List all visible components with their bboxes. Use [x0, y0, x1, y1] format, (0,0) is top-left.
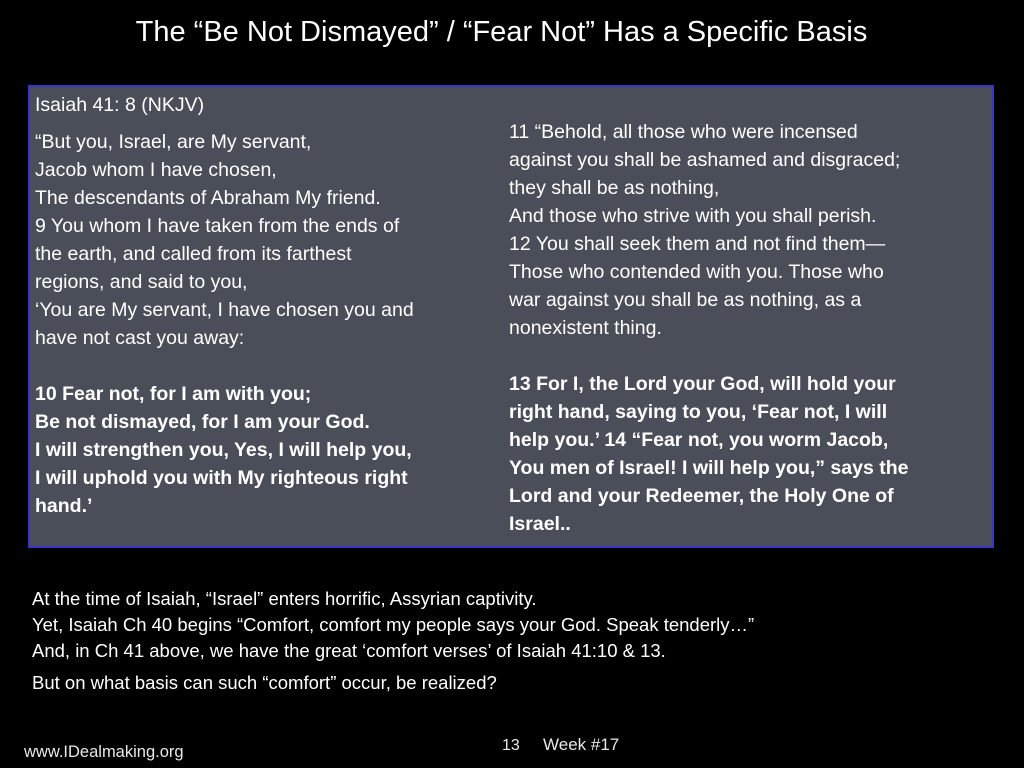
- commentary-question: But on what basis can such “comfort” occur, be realized?: [32, 672, 497, 693]
- slide-title: The “Be Not Dismayed” / “Fear Not” Has a Specific Basis: [135, 16, 868, 48]
- commentary: [32, 586, 992, 696]
- verse-line: nonexistent thing.: [509, 317, 662, 339]
- verse-line: Those who contended with you. Those who: [509, 261, 884, 283]
- verse-line: ‘You are My servant, I have chosen you and: [35, 299, 414, 321]
- website-link[interactable]: www.IDealmaking.org: [24, 743, 184, 761]
- bold-verse-line: help you.’ 14 “Fear not, you worm Jacob,: [509, 429, 889, 451]
- verse-line: have not cast you away:: [35, 327, 245, 349]
- verse-line: war against you shall be as nothing, as a: [509, 289, 862, 311]
- bold-verse-line: hand.’: [35, 495, 93, 517]
- scripture-left-column: [35, 91, 500, 520]
- verse-line: 12 You shall seek them and not find them—: [509, 233, 886, 255]
- bold-verse-line: I will uphold you with My righteous right: [35, 467, 408, 489]
- bold-verse-line: 13 For I, the Lord your God, will hold your: [509, 373, 896, 395]
- week-label: Week #17: [543, 735, 620, 754]
- bold-verse-line: 10 Fear not, for I am with you;: [35, 383, 312, 405]
- verse-line: regions, and said to you,: [35, 271, 248, 293]
- verse-line: Jacob whom I have chosen,: [35, 159, 277, 181]
- bold-verse-line: Lord and your Redeemer, the Holy One of: [509, 485, 894, 507]
- commentary-line: And, in Ch 41 above, we have the great ‘comfort verses’ of Isaiah 41:10 & 13.: [32, 640, 666, 661]
- bold-verse-line: You men of Israel! I will help you,” says the: [509, 457, 909, 479]
- verse-line: 9 You whom I have taken from the ends of: [35, 215, 400, 237]
- verse-line: against you shall be ashamed and disgraced;: [509, 149, 901, 171]
- bold-verse-line: I will strengthen you, Yes, I will help you,: [35, 439, 412, 461]
- slide-number: 13: [502, 737, 520, 754]
- scripture-right-column: [509, 118, 989, 538]
- verse-line: 11 “Behold, all those who were incensed: [509, 121, 858, 143]
- commentary-line: At the time of Isaiah, “Israel” enters horrific, Assyrian captivity.: [32, 588, 537, 609]
- verse-gap: [509, 342, 989, 370]
- verse-line: The descendants of Abraham My friend.: [35, 187, 381, 209]
- bold-verse-line: Be not dismayed, for I am your God.: [35, 411, 370, 433]
- verse-line: And those who strive with you shall perish.: [509, 205, 877, 227]
- scripture-reference: Isaiah 41: 8 (NKJV): [35, 94, 205, 116]
- bold-verse-line: right hand, saying to you, ‘Fear not, I will: [509, 401, 888, 423]
- bold-verse-line: Israel..: [509, 513, 571, 535]
- scripture-box: [28, 85, 994, 548]
- verse-line: they shall be as nothing,: [509, 177, 720, 199]
- verse-line: the earth, and called from its farthest: [35, 243, 352, 265]
- commentary-line: Yet, Isaiah Ch 40 begins “Comfort, comfort my people says your God. Speak tenderly…”: [32, 614, 755, 635]
- verse-gap: [35, 352, 500, 380]
- verse-line: “But you, Israel, are My servant,: [35, 131, 312, 153]
